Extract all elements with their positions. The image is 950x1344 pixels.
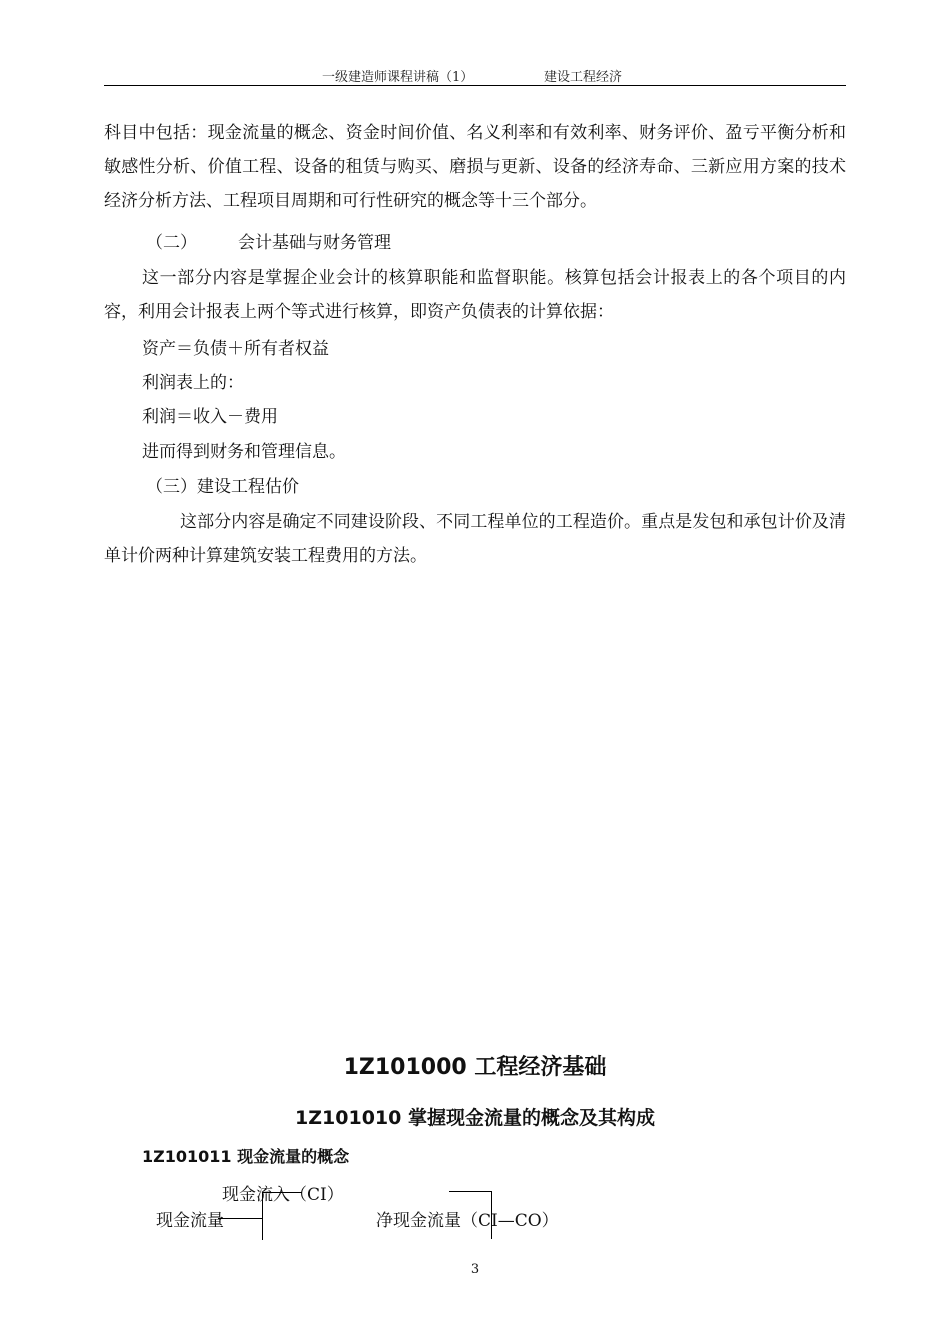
diagram-inflow-strike <box>262 1192 302 1193</box>
header-course-title: 一级建造师课程讲稿（1） <box>322 70 474 85</box>
diagram-bracket-right <box>491 1191 492 1239</box>
diagram-net-cash-flow: 净现金流量（CI—CO） <box>376 1211 559 1231</box>
equation-balance-sheet: 资产＝负债＋所有者权益 <box>142 339 329 359</box>
conclusion-line: 进而得到财务和管理信息。 <box>142 442 346 462</box>
equation-profit: 利润＝收入－费用 <box>142 407 278 427</box>
diagram-cash-inflow: 现金流入（CI） <box>222 1185 344 1205</box>
diagram-net-top-line <box>449 1191 491 1192</box>
paragraph-estimation: 这部分内容是确定不同建设阶段、不同工程单位的工程造价。重点是发包和承包计价及清单计价两种计算建筑安装工程费用的方法。 <box>104 512 846 566</box>
diagram-cash-flow: 现金流量 <box>156 1211 224 1231</box>
page-number: 3 <box>470 1262 480 1277</box>
paragraph-accounting: 这一部分内容是掌握企业会计的核算职能和监督职能。核算包括会计报表上的各个项目的内容，利用会计报表上两个等式进行核算，即资产负债表的计算依据： <box>104 268 846 322</box>
chapter-subtitle: 1Z101010 掌握现金流量的概念及其构成 <box>295 1107 655 1129</box>
diagram-bracket-left <box>262 1192 263 1240</box>
section-2-title: 会计基础与财务管理 <box>238 233 391 253</box>
section-2-number: （二） <box>146 233 197 253</box>
section-3-title: （三）建设工程估价 <box>146 477 299 497</box>
header-subject: 建设工程经济 <box>544 70 623 85</box>
header-divider <box>104 85 846 86</box>
diagram-cashflow-line <box>218 1218 262 1219</box>
section-heading: 1Z101011 现金流量的概念 <box>142 1147 350 1166</box>
income-statement-label: 利润表上的： <box>142 373 244 393</box>
chapter-title: 1Z101000 工程经济基础 <box>343 1055 607 1080</box>
paragraph-subjects: 科目中包括：现金流量的概念、资金时间价值、名义利率和有效利率、财务评价、盈亏平衡分析和敏感性分析、价值工程、设备的租赁与购买、磨损与更新、设备的经济寿命、三新应用方案的技术经济分析方法、工程项目周期和可行性研究的概念等十三个部分。 <box>104 123 846 211</box>
